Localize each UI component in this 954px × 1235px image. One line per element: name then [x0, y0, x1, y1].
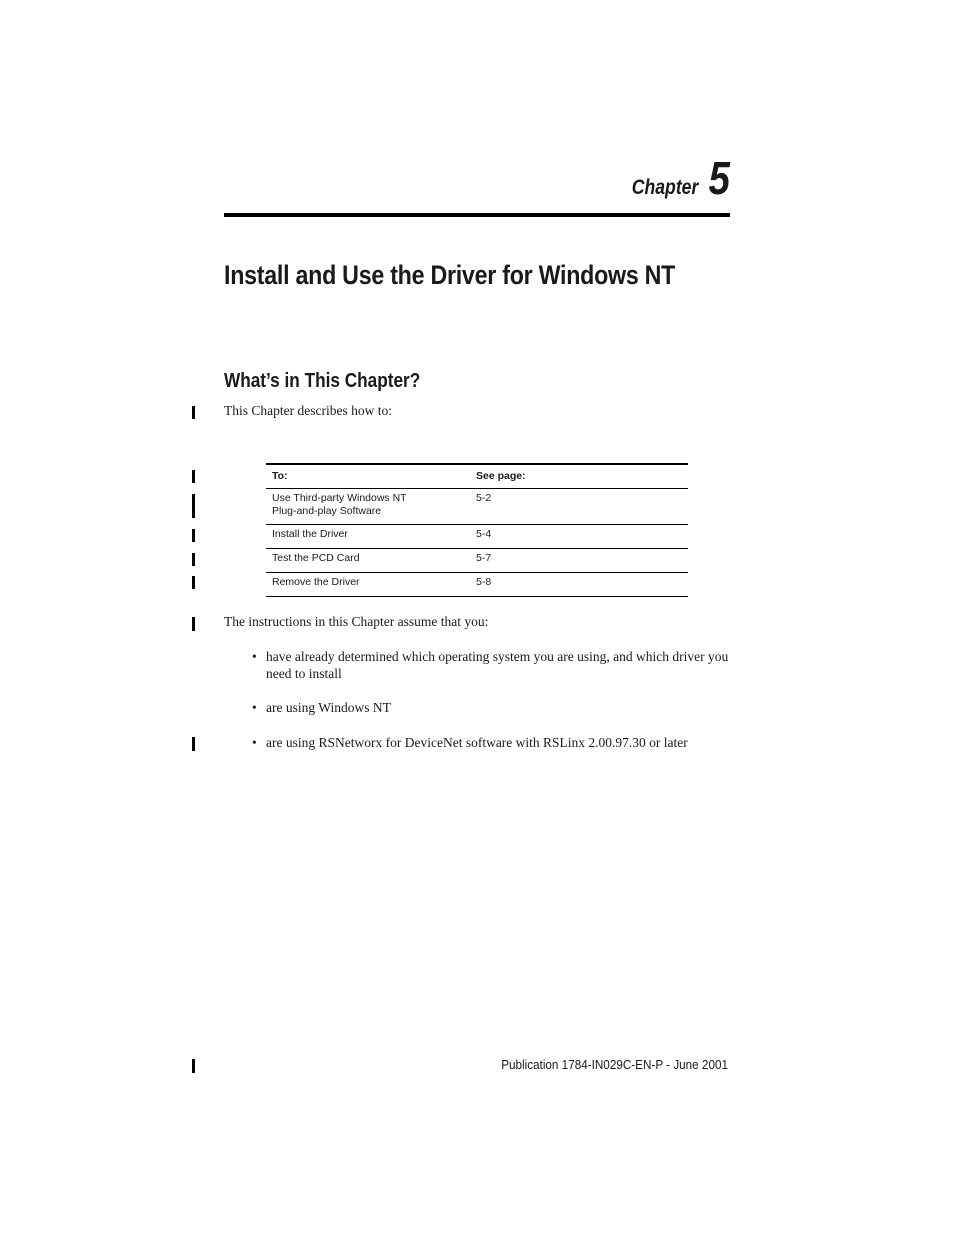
table-cell-page: 5-4	[470, 525, 688, 549]
table-row	[266, 573, 688, 597]
section-heading: What’s in This Chapter?	[224, 370, 421, 392]
bullet-icon: •	[252, 735, 257, 750]
table-cell-page: 5-8	[470, 573, 688, 597]
table-cell-task: Install the Driver	[266, 525, 470, 549]
publication-footer: Publication 1784-IN029C-EN-P - June 2001	[501, 1057, 728, 1072]
list-item-text: are using RSNetworx for DeviceNet software with RSLinx 2.00.97.30 or later	[266, 735, 688, 750]
assumptions-list	[252, 648, 732, 751]
change-bar	[192, 1059, 195, 1073]
assumptions-intro: The instructions in this Chapter assume that you:	[224, 614, 489, 629]
change-bar	[192, 494, 195, 518]
table-row	[266, 525, 688, 549]
bullet-icon: •	[252, 649, 257, 664]
list-item	[252, 699, 732, 716]
chapter-header	[631, 152, 730, 204]
chapter-label: Chapter	[631, 176, 699, 199]
table-cell-task	[266, 489, 470, 525]
change-bar	[192, 529, 195, 542]
change-bar	[192, 553, 195, 566]
table-header-to: To:	[266, 464, 470, 489]
table-cell-page: 5-2	[470, 489, 688, 525]
table-row	[266, 489, 688, 525]
change-bar	[192, 576, 195, 589]
chapter-contents-table	[266, 463, 688, 597]
change-bar	[192, 470, 195, 483]
bullet-icon: •	[252, 700, 257, 715]
list-item	[252, 648, 732, 682]
table-cell-task: Remove the Driver	[266, 573, 470, 597]
table-cell-task: Test the PCD Card	[266, 549, 470, 573]
chapter-rule	[224, 213, 730, 217]
chapter-number: 5	[708, 152, 730, 204]
task-line: Use Third-party Windows NT	[272, 492, 407, 504]
change-bar	[192, 737, 195, 751]
change-bar	[192, 406, 195, 419]
table-header-row	[266, 464, 688, 489]
list-item	[252, 734, 732, 751]
table-row	[266, 549, 688, 573]
table-cell-page: 5-7	[470, 549, 688, 573]
page-title: Install and Use the Driver for Windows NT	[224, 260, 676, 290]
list-item-text: are using Windows NT	[266, 700, 391, 715]
table-header-page: See page:	[470, 464, 688, 489]
change-bar	[192, 617, 195, 631]
list-item-text: have already determined which operating system you are using, and which driver you need to install	[266, 649, 729, 681]
section-intro: This Chapter describes how to:	[224, 403, 392, 418]
task-line: Plug-and-play Software	[272, 505, 382, 517]
